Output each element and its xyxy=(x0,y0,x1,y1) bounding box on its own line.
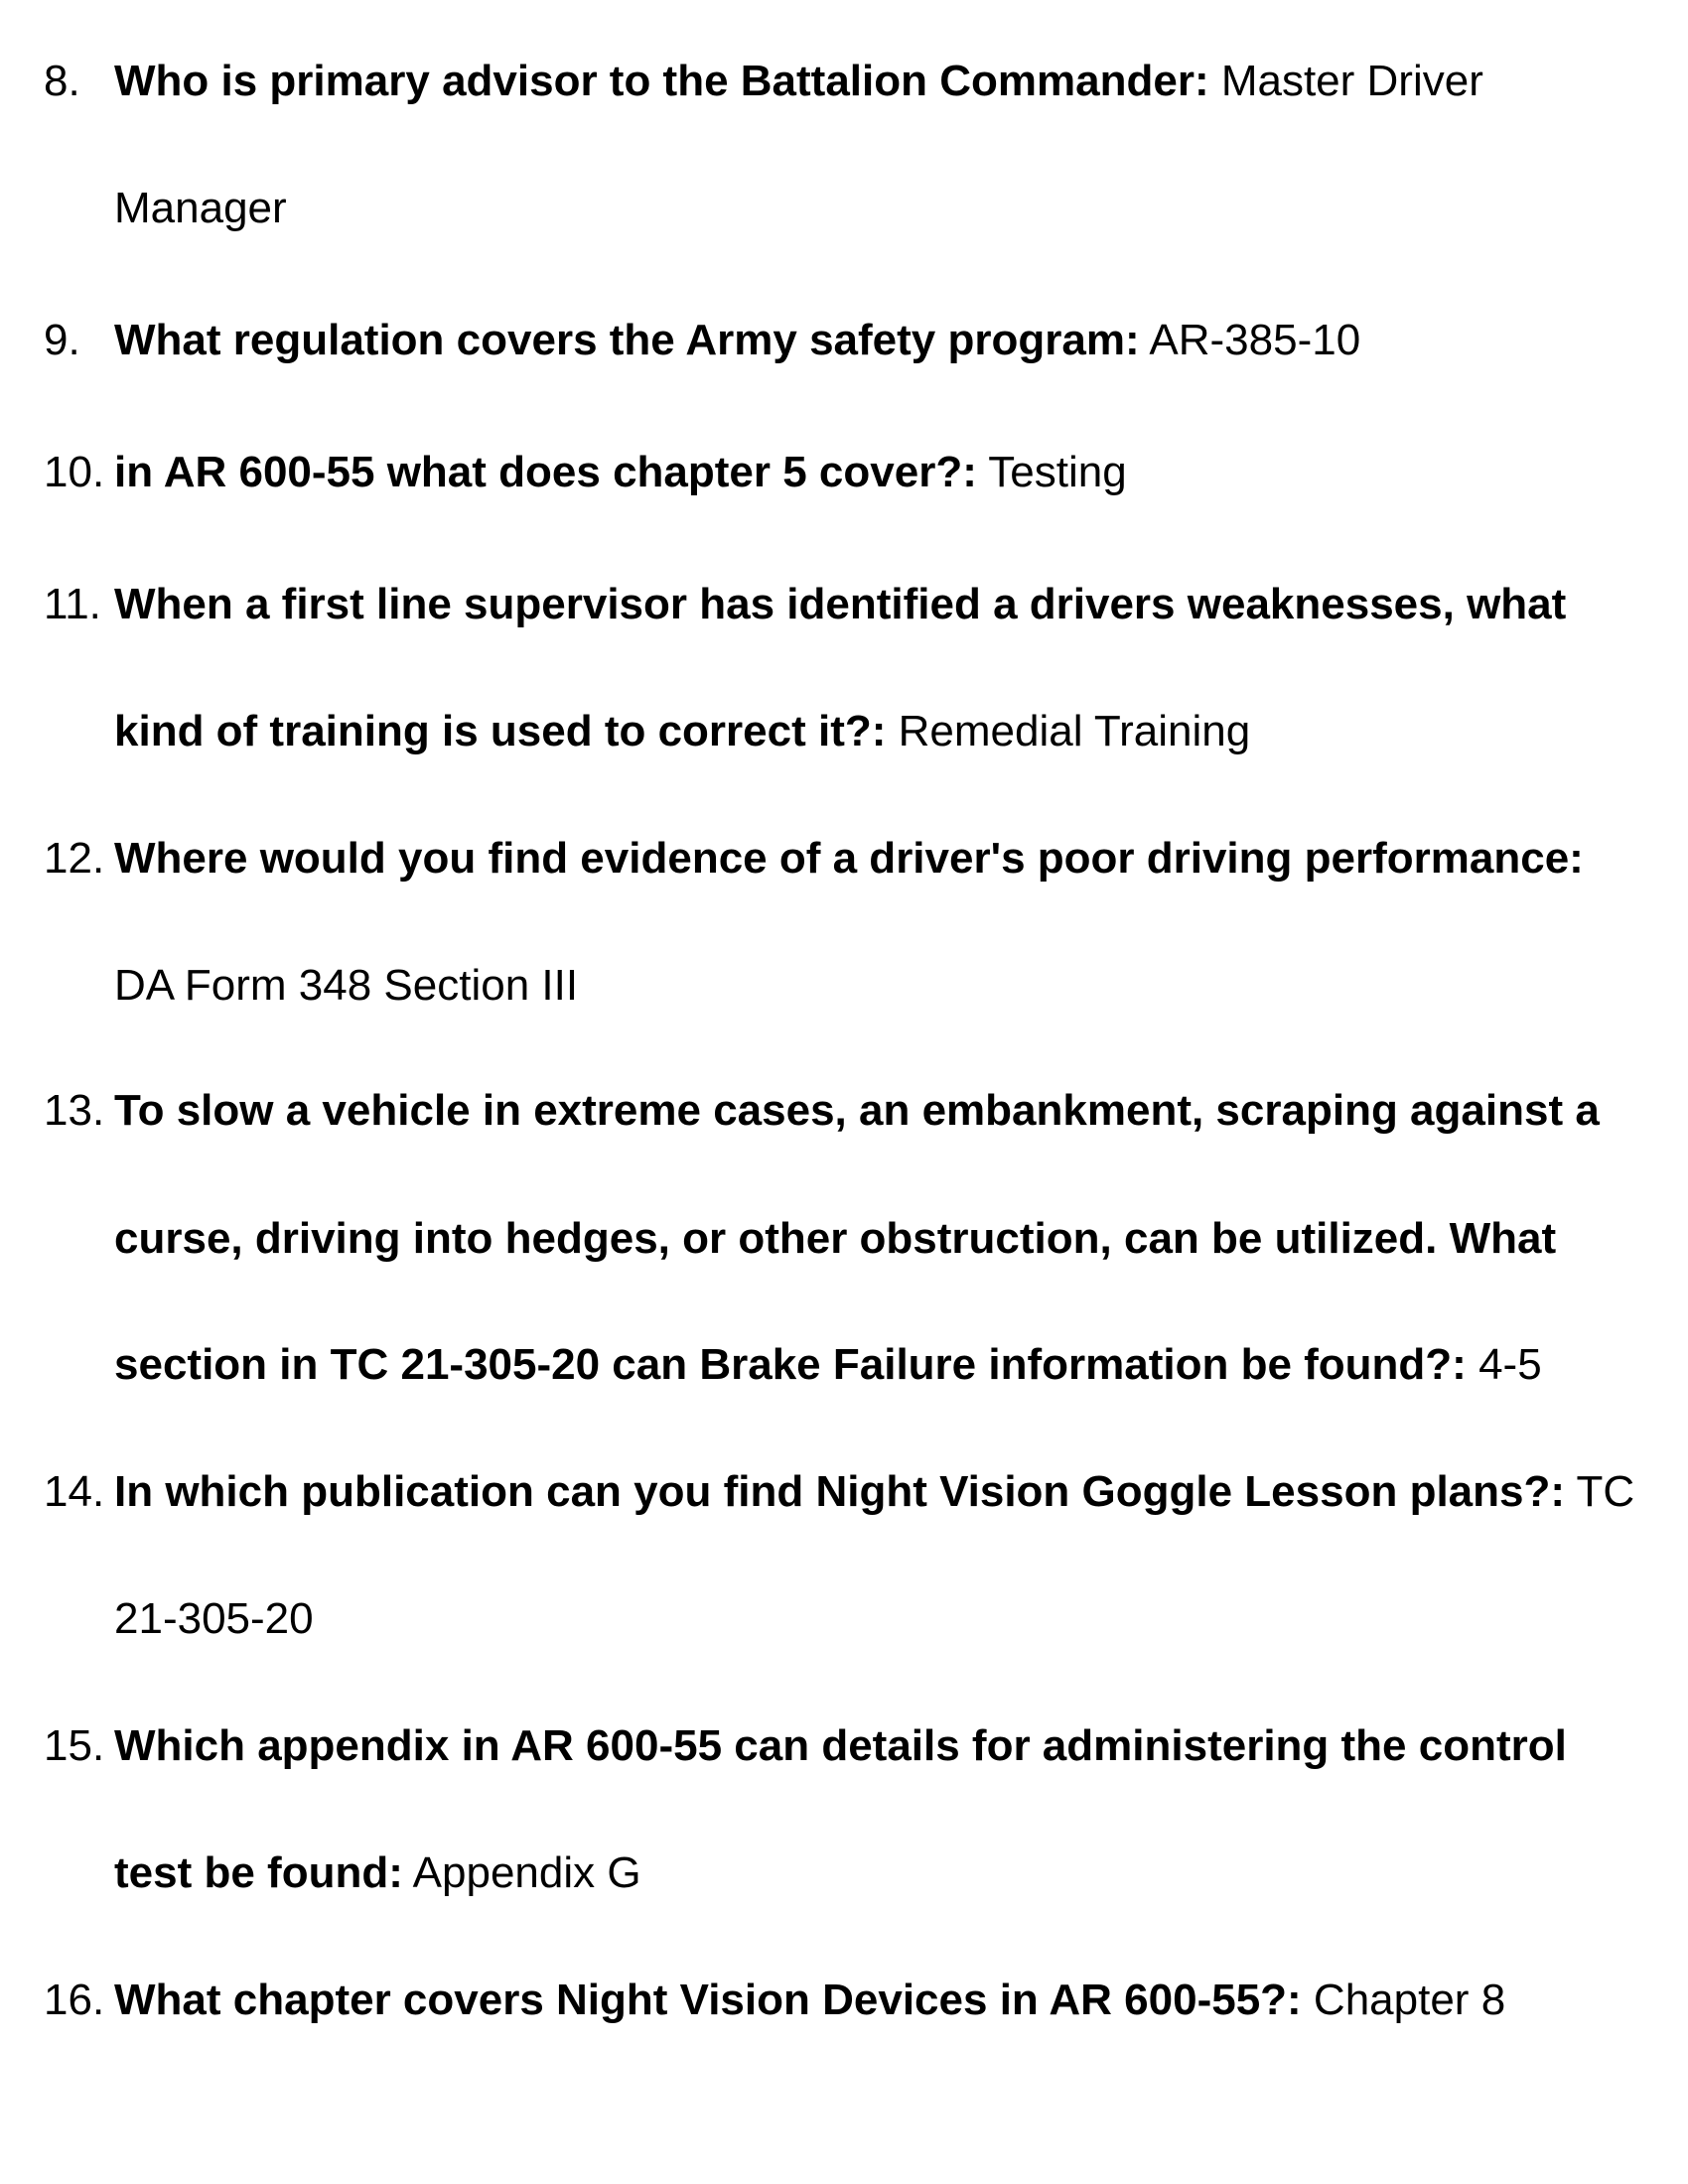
answer-text: TC xyxy=(1565,1467,1635,1516)
item-number: 16. xyxy=(44,1976,105,2024)
question-text: in AR 600-55 what does chapter 5 cover?: xyxy=(114,448,977,496)
answer-text: Master Driver xyxy=(1208,57,1483,105)
answer-text: Testing xyxy=(976,448,1127,496)
answer-text: AR-385-10 xyxy=(1139,316,1361,364)
question-text: To slow a vehicle in extreme cases, an embankment, scraping against a xyxy=(114,1086,1600,1135)
question-text: section in TC 21-305-20 can Brake Failure information be found?: xyxy=(114,1340,1467,1389)
question-text: test be found: xyxy=(114,1848,403,1897)
question-text: Which appendix in AR 600-55 can details for administering the control xyxy=(114,1721,1567,1770)
answer-text: Appendix G xyxy=(402,1848,641,1897)
item-number: 13. xyxy=(44,1086,105,1135)
question-text: Who is primary advisor to the Battalion Commander: xyxy=(114,57,1209,105)
question-text: Where would you find evidence of a driver's poor driving performance: xyxy=(114,834,1584,883)
question-text: What chapter covers Night Vision Devices in AR 600-55?: xyxy=(114,1976,1302,2024)
answer-text: Manager xyxy=(114,184,287,232)
answer-text: Chapter 8 xyxy=(1301,1976,1506,2024)
answer-text: 21-305-20 xyxy=(114,1594,314,1643)
question-text: curse, driving into hedges, or other obstruction, can be utilized. What xyxy=(114,1214,1557,1263)
question-text: What regulation covers the Army safety program: xyxy=(114,316,1140,364)
question-text: kind of training is used to correct it?: xyxy=(114,707,887,755)
item-number: 10. xyxy=(44,448,105,496)
item-number: 15. xyxy=(44,1721,105,1770)
item-number: 9. xyxy=(44,316,80,364)
item-number: 11. xyxy=(44,580,101,628)
answer-text: DA Form 348 Section III xyxy=(114,961,579,1010)
question-text: In which publication can you find Night Vision Goggle Lesson plans?: xyxy=(114,1467,1566,1516)
item-number: 8. xyxy=(44,57,80,105)
question-text: When a first line supervisor has identified a drivers weaknesses, what xyxy=(114,580,1567,628)
item-number: 14. xyxy=(44,1467,105,1516)
item-number: 12. xyxy=(44,834,105,883)
answer-text: 4-5 xyxy=(1466,1340,1542,1389)
answer-text: Remedial Training xyxy=(886,707,1251,755)
